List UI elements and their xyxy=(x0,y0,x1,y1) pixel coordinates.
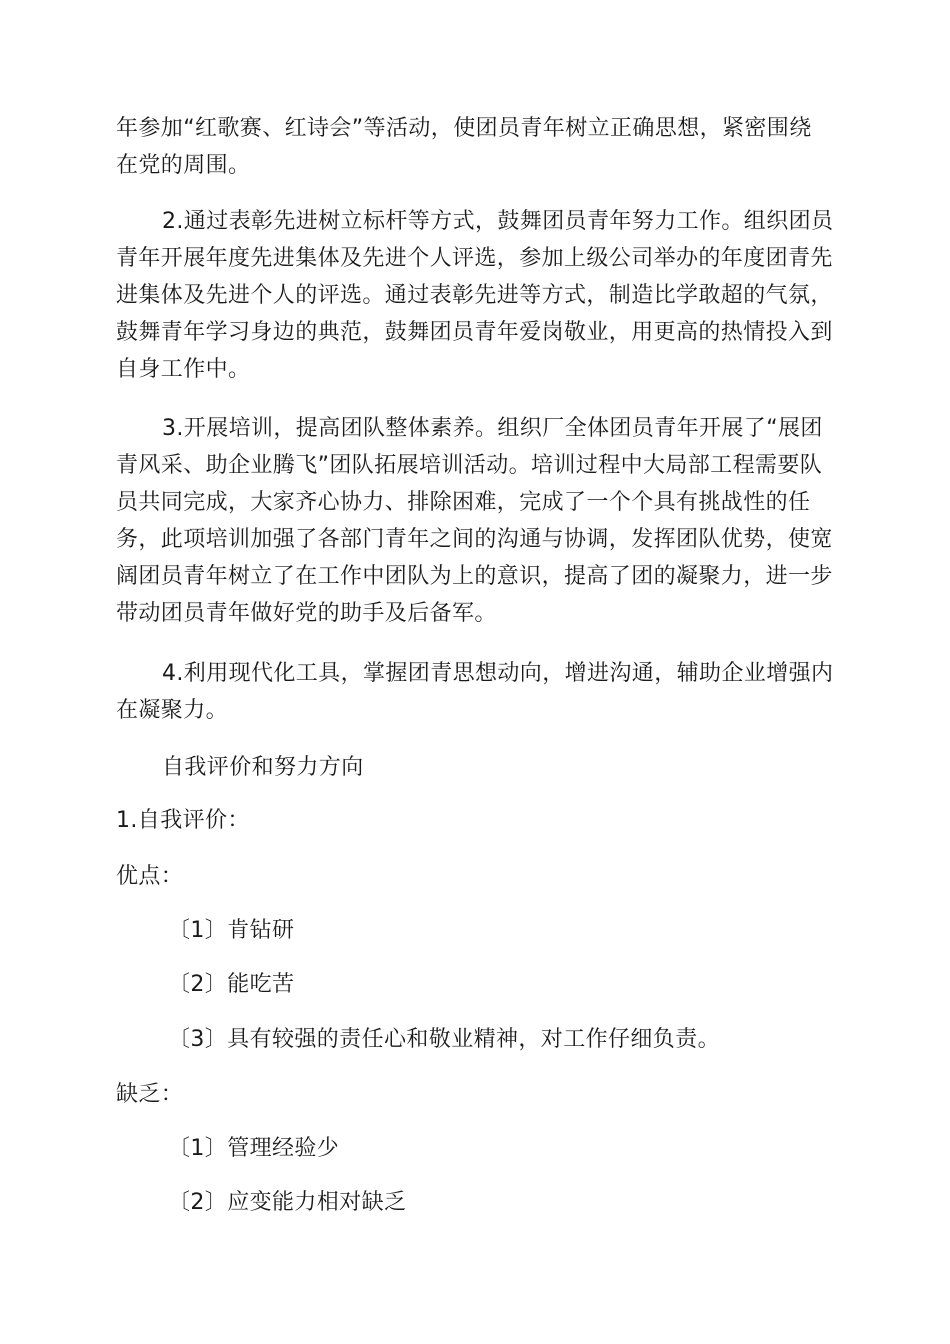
text-line: 员共同完成，大家齐心协力、排除困难，完成了一个个具有挑战性的任 xyxy=(116,490,811,515)
weaknesses-label: 缺乏： xyxy=(116,1082,184,1107)
text-line: 务，此项培训加强了各部门青年之间的沟通与协调，发挥团队优势，使宽 xyxy=(116,527,833,552)
text-line: 青年开展年度先进集体及先进个人评选，参加上级公司举办的年度团青先 xyxy=(116,246,833,271)
paragraph-item-3-training xyxy=(116,410,836,632)
text-line: 4.利用现代化工具，掌握团青思想动向，增进沟通，辅助企业增强内 xyxy=(162,661,834,686)
text-line: 自身工作中。 xyxy=(116,357,251,382)
text-line: 3.开展培训，提高团队整体素养。组织厂全体团员青年开展了“展团 xyxy=(162,416,823,441)
text-line: 鼓舞青年学习身边的典范，鼓舞团员青年爱岗敬业，用更高的热情投入到 xyxy=(116,320,833,345)
self-eval-title: 1.自我评价： xyxy=(116,808,250,833)
paragraph-item-2-commendation xyxy=(116,203,836,388)
text-line: 带动团员青年做好党的助手及后备军。 xyxy=(116,601,497,626)
text-line: 年参加“红歌赛、红诗会”等活动，使团员青年树立正确思想，紧密围绕 xyxy=(116,116,812,141)
section-heading: 自我评价和努力方向 xyxy=(162,755,364,780)
text-line: 青风采、助企业腾飞”团队拓展培训活动。培训过程中大局部工程需要队 xyxy=(116,453,823,478)
list-item: 〔2〕应变能力相对缺乏 xyxy=(168,1190,407,1215)
paragraph-activities-continuation xyxy=(116,110,836,184)
text-line: 2.通过表彰先进树立标杆等方式，鼓舞团员青年努力工作。组织团员 xyxy=(162,209,834,234)
list-item: 〔1〕管理经验少 xyxy=(168,1136,340,1161)
list-item: 〔2〕能吃苦 xyxy=(168,972,295,997)
list-item: 〔3〕具有较强的责任心和敬业精神，对工作仔细负责。 xyxy=(168,1027,720,1052)
text-line: 在凝聚力。 xyxy=(116,698,229,723)
strengths-label: 优点： xyxy=(116,864,184,889)
text-line: 进集体及先进个人的评选。通过表彰先进等方式，制造比学敢超的气氛， xyxy=(116,283,833,308)
text-line: 阔团员青年树立了在工作中团队为上的意识，提高了团的凝聚力，进一步 xyxy=(116,564,833,589)
paragraph-item-4-modern-tools xyxy=(116,655,836,729)
text-line: 在党的周围。 xyxy=(116,153,251,178)
list-item: 〔1〕肯钻研 xyxy=(168,918,295,943)
